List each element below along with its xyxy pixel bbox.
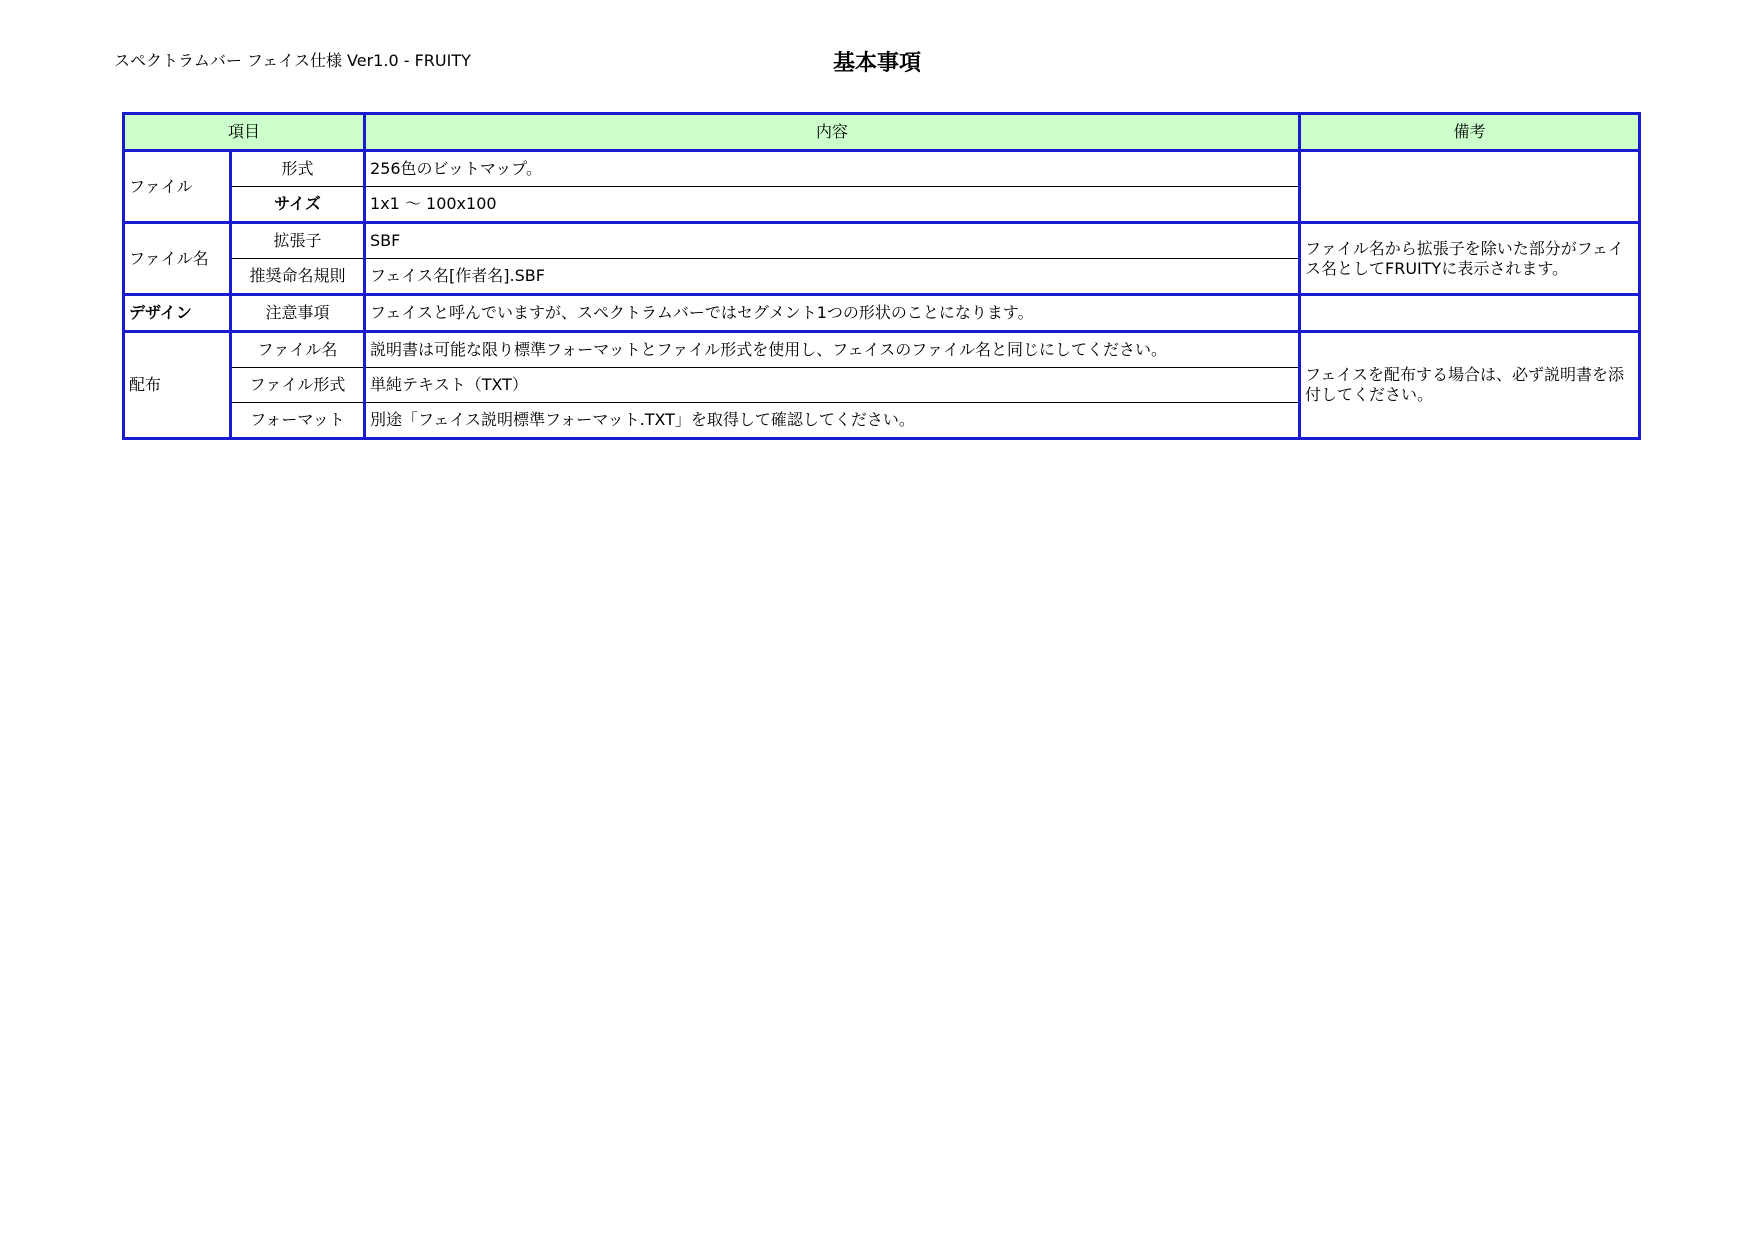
page-title: 基本事項 — [832, 51, 921, 76]
content-cell: 説明書は可能な限り標準フォーマットとファイル形式を使用し、フェイスのファイル名と同じにしてください。 — [365, 332, 1300, 368]
content-cell: フェイス名[作者名].SBF — [365, 259, 1300, 295]
content-cell: SBF — [365, 223, 1300, 259]
note-cell — [1300, 151, 1640, 223]
table-row — [124, 223, 1640, 259]
note-cell: ファイル名から拡張子を除いた部分がフェイス名としてFRUITYに表示されます。 — [1300, 223, 1640, 295]
content-cell: 256色のビットマップ。 — [365, 151, 1300, 187]
note-cell — [1300, 295, 1640, 332]
category-cell: デザイン — [124, 295, 231, 332]
subitem-cell: 推奨命名規則 — [231, 259, 365, 295]
document-label: スペクトラムバー フェイス仕様 Ver1.0 - FRUITY — [114, 51, 471, 70]
subitem-cell: ファイル名 — [231, 332, 365, 368]
spec-table — [122, 112, 1641, 440]
table-row — [124, 151, 1640, 187]
subitem-cell: サイズ — [231, 187, 365, 223]
subitem-cell: 拡張子 — [231, 223, 365, 259]
note-cell: フェイスを配布する場合は、必ず説明書を添付してください。 — [1300, 332, 1640, 439]
category-cell: ファイル — [124, 151, 231, 223]
content-cell: 別途「フェイス説明標準フォーマット.TXT」を取得して確認してください。 — [365, 403, 1300, 439]
subitem-cell: フォーマット — [231, 403, 365, 439]
category-cell: ファイル名 — [124, 223, 231, 295]
column-header-item: 項目 — [124, 114, 365, 151]
subitem-cell: 形式 — [231, 151, 365, 187]
content-cell: フェイスと呼んでいますが、スペクトラムバーではセグメント1つの形状のことになります。 — [365, 295, 1300, 332]
content-cell: 1x1 ～ 100x100 — [365, 187, 1300, 223]
table-header-row — [124, 114, 1640, 151]
content-cell: 単純テキスト（TXT） — [365, 368, 1300, 403]
column-header-content: 内容 — [365, 114, 1300, 151]
table-row — [124, 332, 1640, 368]
column-header-note: 備考 — [1300, 114, 1640, 151]
subitem-cell: ファイル形式 — [231, 368, 365, 403]
subitem-cell: 注意事項 — [231, 295, 365, 332]
table-row — [124, 295, 1640, 332]
category-cell: 配布 — [124, 332, 231, 439]
